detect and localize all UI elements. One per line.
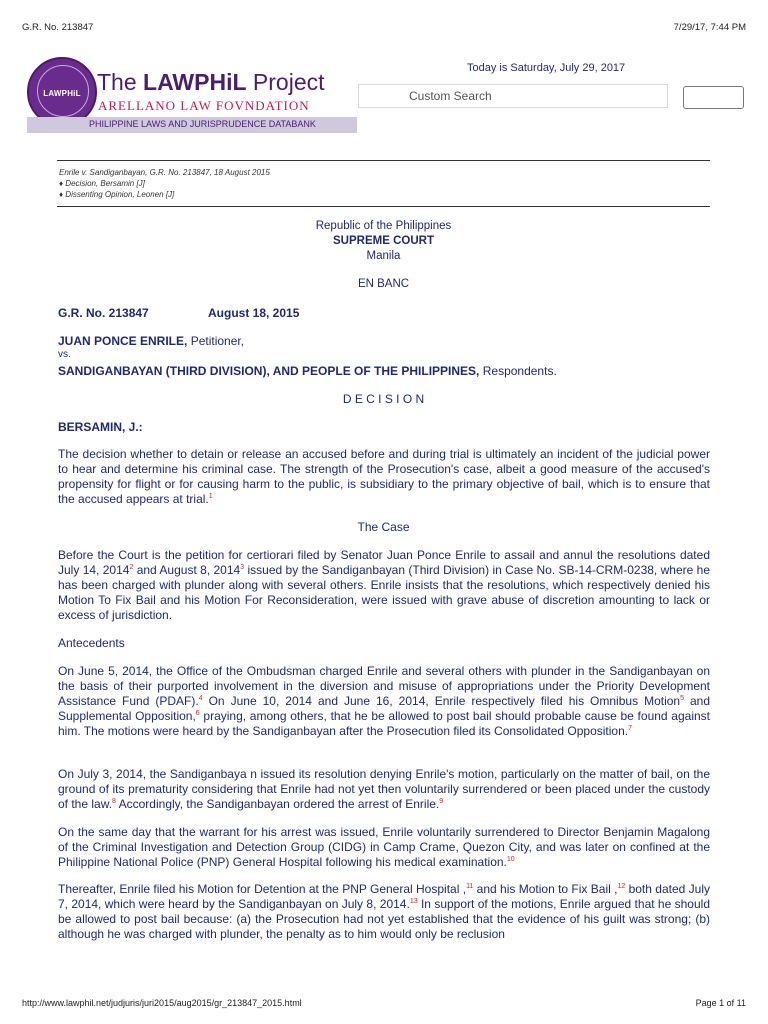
ref-case-link[interactable]: Enrile v. Sandiganbayan, G.R. No. 213847, 18 August 2015 bbox=[59, 168, 270, 177]
footnote-4[interactable]: 4 bbox=[198, 695, 203, 702]
footnote-2[interactable]: 2 bbox=[129, 564, 134, 571]
print-footer-url: http://www.lawphil.net/judjuris/juri2015/aug2015/gr_213847_2015.html bbox=[22, 998, 302, 1008]
paragraph-4-text-a: On July 3, 2014, the Sandiganbaya n issued its resolution denying Enrile's motion, particularly on the matter of bail, on the ground of its prematurity considering that Enrile had not yet then voluntarily surrendered or been placed under the custody of the law. bbox=[58, 767, 710, 811]
paragraph-3-text-a: On June 5, 2014, the Office of the Ombudsman charged Enrile and several others with plunder in the Sandiganbayan on the basis of their purported involvement in the diversion and misuse of appropriations under the Priority Development Assistance Fund (PDAF). bbox=[58, 664, 710, 708]
paragraph-6-text-d: In support of the motions, Enrile argued that he should be allowed to post bail because: (a) the Prosecution had not yet established that the evidence of his guilt was strong; (b) although he was charged with plunder, the penalty as to him would only be reclusion bbox=[58, 897, 710, 941]
city-heading: Manila bbox=[366, 250, 401, 262]
site-tagline: PHILIPPINE LAWS AND JURISPRUDENCE DATABANK bbox=[89, 119, 316, 129]
petitioner-role: Petitioner, bbox=[187, 334, 245, 348]
print-footer-page: Page 1 of 11 bbox=[695, 998, 746, 1008]
site-title-bold: LAWPHiL bbox=[143, 69, 247, 95]
paragraph-2 bbox=[58, 548, 710, 623]
site-subtitle: ARELLANO LAW FOVNDATION bbox=[98, 98, 310, 113]
paragraph-6-text-b: and his Motion to Fix Bail , bbox=[473, 882, 618, 896]
search-input[interactable]: Custom Search bbox=[358, 84, 668, 108]
lawphil-logo[interactable] bbox=[27, 57, 359, 135]
footnote-8[interactable]: 8 bbox=[112, 798, 116, 805]
footnote-9[interactable]: 9 bbox=[439, 798, 444, 805]
paragraph-1-text: The decision whether to detain or release an accused before and during trial is ultimately an incident of the judicial power to hear and determine his criminal case. The strength of the Prosecution's case, albeit a good measure of the accused's propensity for flight or for causing harm to the public, is subsidiary to the primary objective of bail, which is to ensure that the accused appears at trial. bbox=[58, 447, 710, 506]
print-header bbox=[22, 22, 746, 36]
versus: vs. bbox=[58, 349, 71, 360]
section-the-case: The Case bbox=[357, 520, 410, 534]
footnote-7[interactable]: 7 bbox=[628, 725, 633, 732]
case-number: G.R. No. 213847 bbox=[58, 306, 149, 320]
paragraph-3-text-c: and Supplemental Opposition, bbox=[58, 694, 711, 723]
print-footer bbox=[22, 998, 746, 1012]
divider-top bbox=[57, 160, 710, 161]
today-date: Today is Saturday, July 29, 2017 bbox=[467, 62, 626, 74]
paragraph-4 bbox=[58, 767, 710, 812]
paragraph-2-text-b: and August 8, 2014 bbox=[133, 563, 241, 577]
paragraph-6-text-a: Thereafter, Enrile filed his Motion for Detention at the PNP General Hospital , bbox=[58, 882, 467, 896]
footnote-10[interactable]: 10 bbox=[506, 856, 515, 863]
respondents-line bbox=[58, 364, 557, 378]
site-title-prefix: The bbox=[97, 69, 144, 95]
paragraph-3-text-d: praying, among others, that he be allowed to post bail should probable cause be found against him. The motions were heard by the Sandiganbayan after the Prosecution filed its Consolidated Opposition. bbox=[58, 709, 710, 738]
site-title bbox=[97, 69, 325, 96]
republic-heading: Republic of the Philippines bbox=[315, 220, 452, 232]
paragraph-5-text: On the same day that the warrant for his arrest was issued, Enrile voluntarily surrendered to Director Benjamin Magalong of the Criminal Investigation and Detection Group (CIDG) in Camp Crame, Quezon City, and was later on confined at the Philippine National Police (PNP) General Hospital following his medical examination. bbox=[58, 825, 710, 869]
court-heading: SUPREME COURT bbox=[333, 235, 434, 247]
footnote-5[interactable]: 5 bbox=[680, 695, 684, 702]
paragraph-1 bbox=[58, 447, 710, 507]
footnote-11[interactable]: 11 bbox=[466, 883, 474, 890]
section-antecedents: Antecedents bbox=[58, 636, 125, 650]
respondents-name: SANDIGANBAYAN (THIRD DIVISION), AND PEOPLE OF THE PHILIPPINES, bbox=[58, 364, 480, 378]
footnote-3[interactable]: 3 bbox=[240, 564, 245, 571]
footnote-12[interactable]: 12 bbox=[617, 883, 626, 890]
ref-decision-link[interactable]: ♦ Decision, Bersamin [J] bbox=[59, 179, 145, 188]
site-tagline-bar bbox=[27, 117, 357, 133]
print-header-datetime: 7/29/17, 7:44 PM bbox=[673, 22, 746, 33]
ponente: BERSAMIN, J.: bbox=[58, 420, 143, 434]
ref-dissent-link[interactable]: ♦ Dissenting Opinion, Leonen [J] bbox=[59, 190, 175, 199]
paragraph-2-text-a: Before the Court is the petition for certiorari filed by Senator Juan Ponce Enrile to assail and annul the resolutions dated July 14, 2014 bbox=[58, 548, 710, 577]
search-button[interactable] bbox=[683, 86, 744, 109]
print-header-title: G.R. No. 213847 bbox=[22, 22, 94, 33]
decision-heading: D E C I S I O N bbox=[342, 392, 425, 406]
divider-bottom bbox=[57, 206, 710, 207]
footnote-1[interactable]: 1 bbox=[208, 493, 213, 500]
paragraph-2-text-c: issued by the Sandiganbayan (Third Division) in Case No. SB-14-CRM-0238, where he has been charged with plunder along with several others. Enrile insists that the resolutions, which respectively denied his Motion To Fix Bail and his Motion For Reconsideration, were issued with grave abuse of discretion amounting to lack or excess of jurisdiction. bbox=[58, 563, 711, 622]
petitioner-line bbox=[58, 334, 244, 348]
banc-heading: EN BANC bbox=[357, 278, 410, 290]
footnote-13[interactable]: 13 bbox=[409, 898, 418, 905]
paragraph-4-text-b: Accordingly, the Sandiganbayan ordered the arrest of Enrile. bbox=[115, 797, 440, 811]
case-date: August 18, 2015 bbox=[208, 306, 300, 320]
paragraph-3-text-b: On June 10, 2014 and June 16, 2014, Enrile respectively filed his Omnibus Motion bbox=[202, 694, 681, 708]
paragraph-6 bbox=[58, 882, 710, 942]
respondents-role: Respondents. bbox=[479, 364, 557, 378]
paragraph-6-text-c: both dated July 7, 2014, which were heard by the Sandiganbayan on July 8, 2014. bbox=[58, 882, 710, 911]
paragraph-5 bbox=[58, 825, 710, 870]
petitioner-name: JUAN PONCE ENRILE, bbox=[58, 334, 188, 348]
site-title-suffix: Project bbox=[246, 69, 325, 95]
paragraph-3 bbox=[58, 664, 710, 739]
seal-text: LAWPHiL bbox=[43, 89, 81, 98]
footnote-6[interactable]: 6 bbox=[195, 710, 200, 717]
